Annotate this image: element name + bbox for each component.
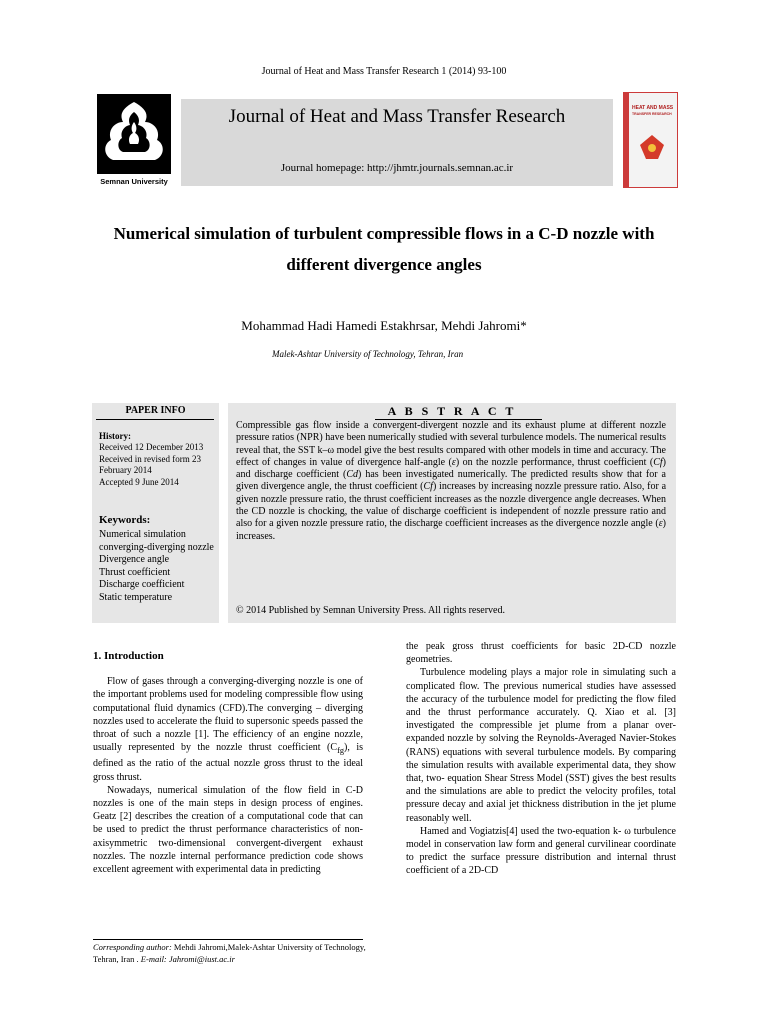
keyword-item: Static temperature bbox=[99, 591, 173, 603]
subscript: fg bbox=[337, 746, 344, 756]
history-item: Accepted 9 June 2014 bbox=[99, 476, 179, 487]
semnan-logo-icon bbox=[93, 92, 175, 176]
abstract-segment: Compressible gas flow inside a convergent-divergent nozzle and its exhaust plume at different nozzle pressure ratios (NPR) have been numerically studied with several turbulence models. The numerical results reveal that, the SST k–ω model give the best results compared with other models in time and accuracy. The effect of changes in value of divergence half-angle ( bbox=[236, 420, 666, 468]
body-column-right bbox=[406, 640, 676, 878]
running-header: Journal of Heat and Mass Transfer Research 1 (2014) 93-100 bbox=[261, 66, 507, 77]
paragraph: the peak gross thrust coefficients for basic 2D-CD nozzle geometries. bbox=[406, 641, 676, 666]
symbol-epsilon: ε bbox=[658, 518, 663, 530]
abstract-segment: ) on the nozzle performance, thrust coefficient ( bbox=[455, 456, 654, 468]
cover-emblem-icon bbox=[638, 133, 666, 161]
journal-cover-thumbnail bbox=[623, 92, 678, 188]
footnote-divider bbox=[93, 939, 363, 940]
affiliation: Malek-Ashtar University of Technology, Tehran, Iran bbox=[272, 349, 464, 359]
keyword-item: Numerical simulation bbox=[99, 529, 186, 540]
abstract-segment: ) has been investigated numerically. The predicted results show that for a given divergence angle, the thrust coefficient ( bbox=[236, 469, 666, 493]
paragraph-text: Flow of gases through a converging-diverging nozzle is one of the important problems used for modeling compressible flow using computational fluid dynamics (CFD).The converging – diverging nozzles used to accelerate the fluid to supersonic speeds passed the throat of such a nozzle [1]. The efficiency of an engine nozzle, usually represented by the nozzle thrust coefficient (C bbox=[93, 676, 363, 754]
abstract-segment: ) increases by increasing nozzle pressure ratio. Also, for a given nozzle pressure ratio, the thrust coefficient increases as the nozzle divergence angle decreases. When the CD nozzle is chocking, the value of discharge coefficient is independent of nozzle pressure ratio and also for a given nozzle pressure ratio, the discharge coefficient increases as the divergence nozzle angle ( bbox=[236, 481, 667, 530]
abstract-segment: ) increases. bbox=[236, 518, 666, 542]
cover-spine bbox=[624, 93, 629, 187]
paragraph: Hamed and Vogiatzis[4] used the two-equation k- ω turbulence model in conservation law form and general curvilinear coordinate to predict the surface pressure distribution and internal thrust coefficient of a 2D-CD bbox=[406, 825, 676, 877]
university-logo bbox=[93, 92, 175, 186]
paragraph bbox=[93, 675, 363, 784]
keyword-item: Thrust coefficient bbox=[99, 566, 171, 578]
journal-homepage[interactable]: Journal homepage: http://jhmtr.journals.semnan.ac.ir bbox=[280, 162, 514, 174]
keyword-item: converging-diverging nozzle bbox=[99, 541, 214, 553]
body-column-left bbox=[93, 650, 363, 876]
keyword-item: Divergence angle bbox=[99, 554, 170, 565]
cover-title-line1: HEAT AND MASS bbox=[632, 105, 674, 111]
paragraph-text: ), is defined as the ratio of the actual nozzle gross thrust to the ideal gross thrust. bbox=[93, 742, 363, 783]
divider bbox=[96, 419, 214, 420]
footnote-email[interactable]: E-mail: Jahromi@iust.ac.ir bbox=[138, 953, 235, 964]
paper-info-heading: PAPER INFO bbox=[125, 405, 186, 416]
section-title: 1. Introduction bbox=[93, 650, 164, 662]
footnote bbox=[93, 942, 368, 965]
footnote-label: Corresponding author: bbox=[93, 942, 172, 952]
article-title: Numerical simulation of turbulent compressible flows in a C-D nozzle with different divergence angles bbox=[113, 224, 655, 274]
keywords-label: Keywords: bbox=[99, 514, 151, 526]
history-list bbox=[99, 442, 217, 488]
history-label: History: bbox=[99, 431, 131, 441]
symbol-cf: Cf bbox=[423, 481, 433, 493]
history-item: Received 12 December 2013 bbox=[99, 442, 204, 452]
abstract-text bbox=[236, 420, 666, 543]
cover-title-line2: TRANSFER RESEARCH bbox=[632, 112, 672, 116]
symbol-cf: Cf bbox=[653, 456, 663, 468]
abstract-heading: A B S T R A C T bbox=[387, 404, 517, 418]
university-label: Semnan University bbox=[100, 177, 168, 186]
keyword-item: Discharge coefficient bbox=[99, 579, 185, 590]
symbol-cd: Cd bbox=[346, 469, 359, 481]
copyright: © 2014 Published by Semnan University Press. All rights reserved. bbox=[236, 605, 505, 616]
symbol-epsilon: ε bbox=[451, 456, 456, 468]
abstract-segment: ) and discharge coefficient ( bbox=[236, 456, 667, 481]
history-item: Received in revised form 23 February 2014 bbox=[99, 453, 201, 475]
paragraph: Turbulence modeling plays a major role in simulating such a complicated flow. The previous numerical studies have assessed the accuracy of the turbulence model for predicting the flow filed and the thrust performance accurately. Q. Xiao et al. [3] investigated the compressible jet plume from a planar over-expanded nozzle by solving the Reynolds-Averaged Navier-Stokes (RANS) equations with several turbulence models. By comparing the simulation results with available experimental data, they show that, two- equation Shear Stress Model (SST) gives the best results and the simulations are able to predict the velocity profiles, total pressure decay and axial jet thickness distribution in the jet plume reasonably well. bbox=[406, 667, 676, 824]
keywords-list bbox=[99, 529, 217, 604]
footnote-text: Mehdi Jahromi,Malek-Ashtar University of Technology, Tehran, Iran . bbox=[93, 942, 366, 964]
authors: Mohammad Hadi Hamedi Estakhrsar, Mehdi Jahromi* bbox=[241, 318, 527, 333]
cover-title bbox=[632, 105, 676, 117]
journal-name: Journal of Heat and Mass Transfer Research bbox=[228, 106, 566, 127]
paragraph: Nowadays, numerical simulation of the flow field in C-D nozzles is one of the main steps in design process of engines. Geatz [2] describes the creation of a computational code that can be used to predict the thrust performance characteristics of non-axisymmetric two-dimensional convergent-divergent exhaust nozzles. The nozzle internal performance prediction code shows excellent agreement with experimental data in predicting bbox=[93, 784, 363, 876]
